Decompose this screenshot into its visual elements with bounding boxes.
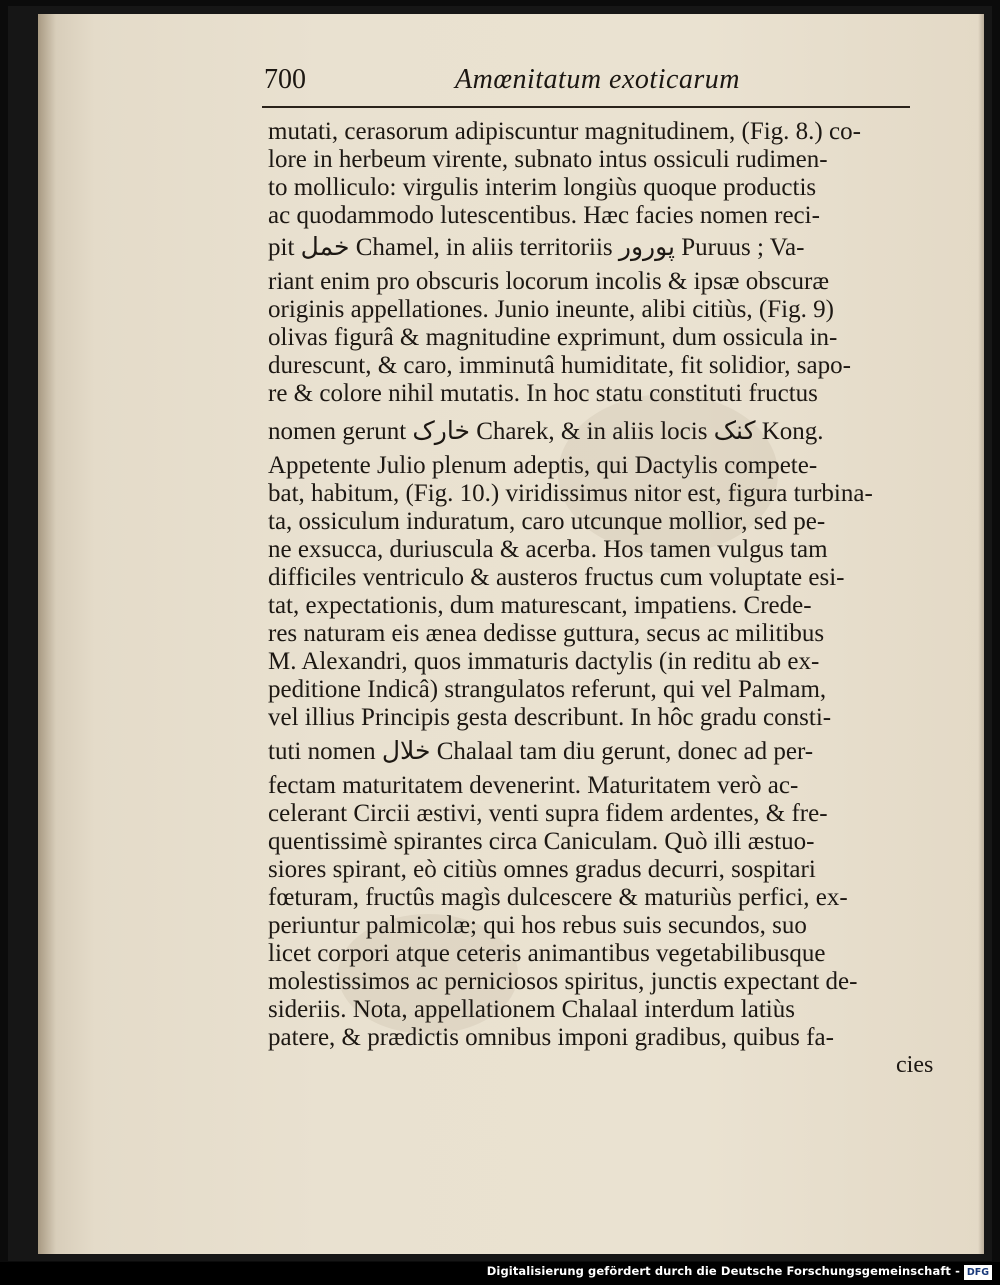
text-line: bat, habitum, (Fig. 10.) viridissimus nitor est, figura turbina-: [268, 480, 873, 507]
text-line: licet corpori atque ceteris animantibus vegetabilibusque: [268, 940, 826, 967]
footer-bar: [0, 1262, 1000, 1285]
text-line: pit خمل Chamel, in aliis territoriis پورور Puruus ; Va-: [268, 234, 805, 261]
text-line: olivas figurâ & magnitudine exprimunt, dum ossicula in-: [268, 324, 838, 351]
text-line: molestissimos ac perniciosos spiritus, junctis expectant de-: [268, 968, 858, 995]
running-title: Amœnitatum exoticarum: [455, 64, 741, 95]
page-number: 700: [264, 64, 306, 95]
text-line: originis appellationes. Junio ineunte, alibi citiùs, (Fig. 9): [268, 296, 834, 323]
text-line: siores spirant, eò citiùs omnes gradus decurri, sospitari: [268, 856, 816, 883]
text-line: peditione Indicâ) strangulatos referunt, qui vel Palmam,: [268, 676, 827, 703]
text-line: ta, ossiculum induratum, caro utcunque mollior, sed pe-: [268, 508, 826, 535]
text-line: Appetente Julio plenum adeptis, qui Dactylis compete-: [268, 452, 818, 479]
text-line: vel illius Principis gesta describunt. In hôc gradu consti-: [268, 704, 832, 731]
dfg-logo: DFG: [964, 1265, 992, 1280]
page-edge-shadow: [978, 14, 984, 1254]
text-line: lore in herbeum virente, subnato intus ossiculi rudimen-: [268, 146, 828, 173]
text-line: difficiles ventriculo & austeros fructus cum voluptate esi-: [268, 564, 845, 591]
footer-credit: Digitalisierung gefördert durch die Deutsche Forschungsgemeinschaft -: [486, 1264, 960, 1278]
text-line: ac quodammodo lutescentibus. Hæc facies nomen reci-: [268, 202, 820, 229]
text-line: sideriis. Nota, appellationem Chalaal interdum latiùs: [268, 996, 795, 1023]
text-line: tuti nomen خلال Chalaal tam diu gerunt, donec ad per-: [268, 738, 814, 765]
text-line: to molliculo: virgulis interim longiùs quoque productis: [268, 174, 817, 201]
page-header: [264, 64, 904, 104]
text-line: riant enim pro obscuris locorum incolis & ipsæ obscuræ: [268, 268, 830, 295]
text-line: tat, expectationis, dum maturescant, impatiens. Crede-: [268, 592, 812, 619]
text-line: fectam maturitatem devenerint. Maturitatem verò ac-: [268, 772, 799, 799]
text-line: res naturam eis æneа dedisse guttura, secus ac militibus: [268, 620, 825, 647]
text-line: quentissimè spirantes circa Caniculam. Quò illi æstuo-: [268, 828, 815, 855]
text-line: ne exsucca, duriuscula & acerba. Hos tamen vulgus tam: [268, 536, 828, 563]
page-fold-shadow: [38, 14, 56, 1254]
text-line: mutati, cerasorum adipiscuntur magnitudinem, (Fig. 8.) co-: [268, 118, 861, 145]
text-line: periuntur palmicolæ; qui hos rebus suis secundos, suo: [268, 912, 807, 939]
text-line: nomen gerunt خارک Charek, & in aliis locis کنک Kong.: [268, 418, 824, 445]
text-line: M. Alexandri, quos immaturis dactylis (in reditu ab ex-: [268, 648, 820, 675]
text-line: fœturam, fructûs magìs dulcescere & maturiùs perfici, ex-: [268, 884, 848, 911]
text-line: patere, & prædictis omnibus imponi gradibus, quibus fa-: [268, 1024, 834, 1051]
catchword: cies: [896, 1052, 934, 1078]
text-line: celerant Circii æstivi, venti supra fidem ardentes, & fre-: [268, 800, 828, 827]
text-line: durescunt, & caro, imminutâ humiditate, fit solidior, sapo-: [268, 352, 851, 379]
header-rule: [262, 106, 910, 108]
text-line: re & colore nihil mutatis. In hoc statu constituti fructus: [268, 380, 818, 407]
